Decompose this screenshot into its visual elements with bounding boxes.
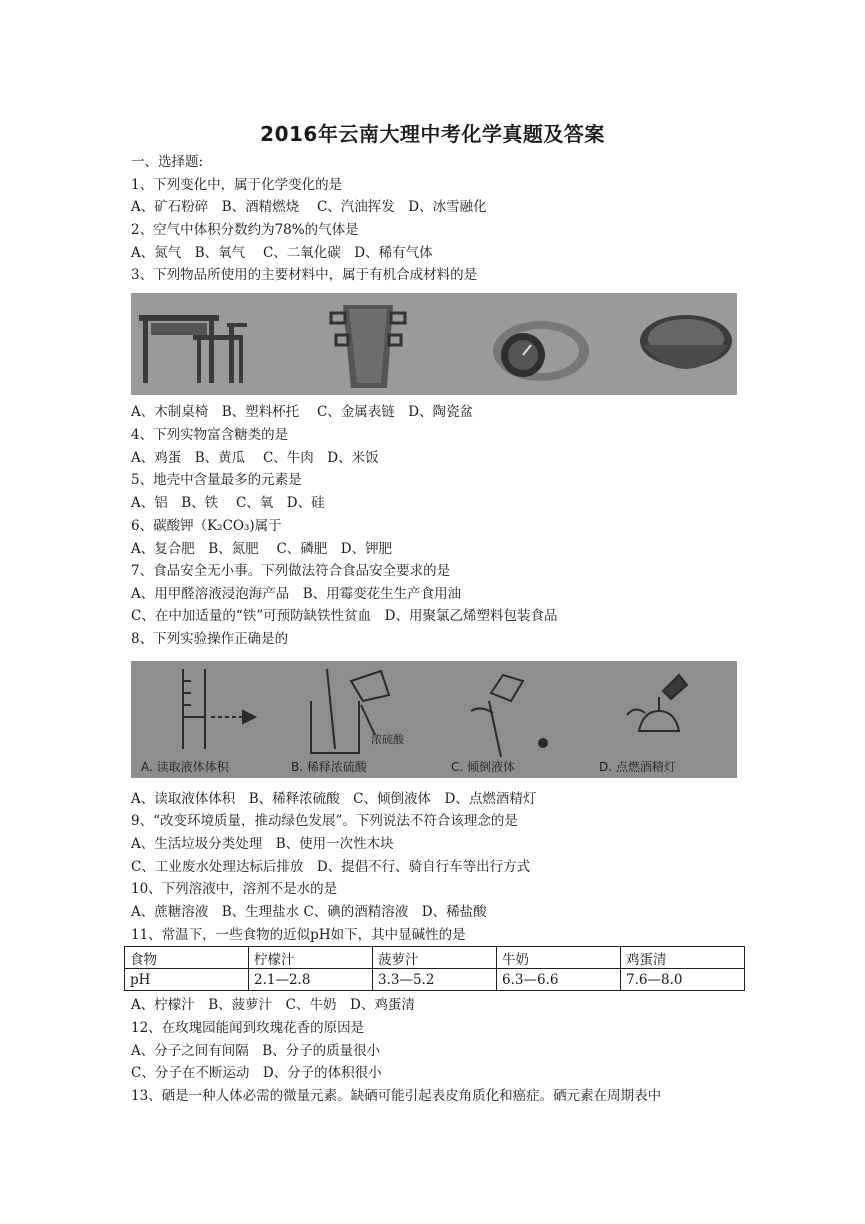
question-3: 3、下列物品所使用的主要材料中，属于有机合成材料的是 — [131, 267, 478, 283]
question-9-options-ab: A、生活垃圾分类处理 B、使用一次性木块 — [131, 836, 394, 852]
table-cell: 7.6—8.0 — [621, 969, 745, 991]
metal-watch-image — [493, 321, 589, 381]
question-13: 13、硒是一种人体必需的微量元素。缺硒可能引起表皮角质化和癌症。硒元素在周期表中 — [131, 1088, 662, 1104]
table-cell: 柠檬汁 — [249, 947, 373, 969]
question-5-options: A、铝 B、铁 C、氧 D、硅 — [131, 495, 325, 511]
question-6: 6、碳酸钾（K₂CO₃)属于 — [131, 518, 282, 534]
table-cell: 鸡蛋清 — [621, 947, 745, 969]
label-c: C. 倾倒液体 — [451, 760, 516, 774]
table-cell: 牛奶 — [497, 947, 621, 969]
question-6-options: A、复合肥 B、氮肥 C、磷肥 D、钾肥 — [131, 541, 393, 557]
question-7-options-ab: A、用甲醛溶液浸泡海产品 B、用霉变花生生产食用油 — [131, 586, 462, 602]
question-10-options: A、蔗糖溶液 B、生理盐水 C、碘的酒精溶液 D、稀盐酸 — [131, 904, 487, 920]
lab-operations-photo — [131, 661, 737, 778]
table-cell: 食物 — [125, 947, 249, 969]
question-9-options-cd: C、工业废水处理达标后排放 D、提倡不行、骑自行车等出行方式 — [131, 859, 531, 875]
question-4: 4、下列实物富含糖类的是 — [131, 427, 289, 443]
table-cell: 菠萝汁 — [373, 947, 497, 969]
label-d: D. 点燃酒精灯 — [599, 760, 676, 774]
table-cell: 2.1—2.8 — [249, 969, 373, 991]
table-cell: 6.3—6.6 — [497, 969, 621, 991]
question-1: 1、下列变化中，属于化学变化的是 — [131, 177, 343, 193]
question-12-options-ab: A、分子之间有间隔 B、分子的质量很小 — [131, 1043, 381, 1059]
question-2-options: A、氮气 B、氧气 C、二氧化碳 D、稀有气体 — [131, 245, 433, 261]
ph-table — [124, 946, 745, 991]
question-8: 8、下列实验操作正确是的 — [131, 631, 289, 647]
question-12: 12、在玫瑰园能闻到玫瑰花香的原因是 — [131, 1020, 365, 1036]
table-cell: pH — [125, 969, 249, 991]
table-row — [125, 969, 745, 991]
question-2: 2、空气中体积分数约为78%的气体是 — [131, 222, 359, 238]
question-12-options-cd: C、分子在不断运动 D、分子的体积很小 — [131, 1065, 382, 1081]
question-7-options-cd: C、在中加适量的“铁”可预防缺铁性贫血 D、用聚氯乙烯塑料包装食品 — [131, 608, 558, 624]
question-1-options: A、矿石粉碎 B、酒精燃烧 C、汽油挥发 D、冰雪融化 — [131, 199, 487, 215]
question-11: 11、常温下，一些食物的近似pH如下，其中显碱性的是 — [131, 927, 466, 943]
materials-photo — [131, 293, 737, 395]
table-header-row — [125, 947, 745, 969]
question-10: 10、下列溶液中，溶剂不是水的是 — [131, 881, 338, 897]
page-title: 2016年云南大理中考化学真题及答案 — [260, 122, 605, 146]
question-7: 7、食品安全无小事。下列做法符合食品安全要求的是 — [131, 563, 451, 579]
question-4-options: A、鸡蛋 B、黄瓜 C、牛肉 D、米饭 — [131, 450, 379, 466]
question-3-options: A、木制桌椅 B、塑料杯托 C、金属表链 D、陶瓷盆 — [131, 404, 474, 420]
section-heading: 一、选择题: — [131, 154, 204, 170]
question-11-options: A、柠檬汁 B、菠萝汁 C、牛奶 D、鸡蛋清 — [131, 997, 415, 1013]
question-9: 9、“改变环境质量，推动绿色发展”。下列说法不符合该理念的是 — [131, 813, 518, 829]
question-5: 5、地壳中含量最多的元素是 — [131, 472, 302, 488]
table-cell: 3.3—5.2 — [373, 969, 497, 991]
label-concentrated-acid: 浓硫酸 — [371, 733, 404, 746]
label-b: B. 稀释浓硫酸 — [291, 760, 367, 774]
question-8-options: A、读取液体体积 B、稀释浓硫酸 C、倾倒液体 D、点燃酒精灯 — [131, 791, 537, 807]
label-a: A. 读取液体体积 — [141, 760, 229, 774]
